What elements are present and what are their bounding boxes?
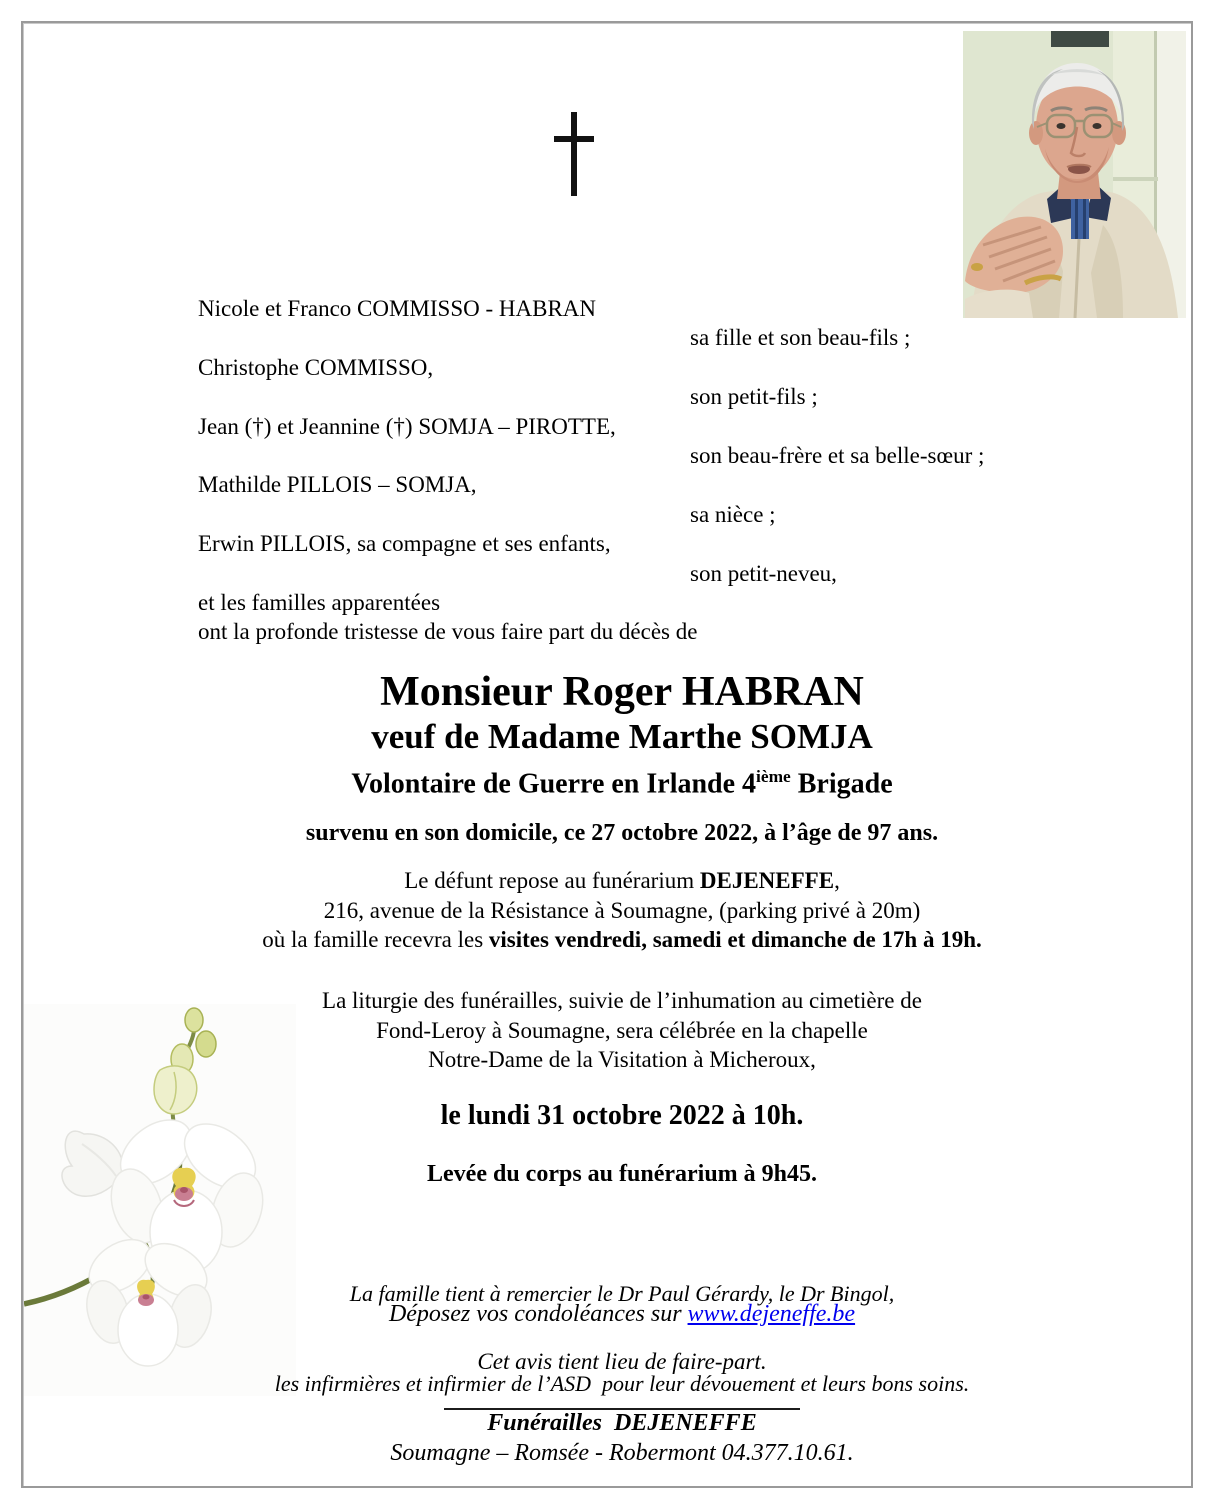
- family-relation: sa nièce ;: [690, 501, 776, 527]
- family-name: Jean (†) et Jeannine (†) SOMJA – PIROTTE,: [198, 413, 616, 439]
- liturgy-paragraph: [180, 986, 1064, 1075]
- funeral-home-footer-name: Funérailles DEJENEFFE: [487, 1410, 757, 1436]
- family-list: [198, 294, 1174, 647]
- memorial-cross-icon: [552, 108, 596, 200]
- condolences-link[interactable]: www.dejeneffe.be: [687, 1301, 856, 1327]
- liturgy-line-1: La liturgie des funérailles, suivie de l’inhumation au cimetière de: [322, 988, 922, 1013]
- family-relation: sa fille et son beau-fils ;: [690, 325, 911, 351]
- deceased-name: Monsieur Roger HABRAN: [380, 669, 864, 715]
- condolences-line: Déposez vos condoléances sur www.dejeneffe.be: [388, 1301, 856, 1327]
- ordinal-superscript: ième: [756, 767, 791, 786]
- deceased-honor-line: Volontaire de Guerre en Irlande 4ième Brigade: [351, 767, 893, 800]
- family-closing-line: et les familles apparentées: [198, 590, 441, 616]
- repose-paragraph: [180, 866, 1064, 955]
- visits-schedule: visites vendredi, samedi et dimanche de 17h à 19h.: [488, 927, 982, 952]
- repose-line-3: où la famille recevra les visites vendredi, samedi et dimanche de 17h à 19h.: [262, 927, 982, 952]
- notice-line: Cet avis tient lieu de faire-part.: [477, 1349, 767, 1374]
- deceased-subtitle: veuf de Madame Marthe SOMJA: [371, 717, 873, 756]
- levee-line: Levée du corps au funérarium à 9h45.: [427, 1161, 817, 1187]
- family-relation: son beau-frère et sa belle-sœur ;: [690, 443, 985, 469]
- family-name: Christophe COMMISSO,: [198, 354, 434, 380]
- repose-line-2: 216, avenue de la Résistance à Soumagne, (parking privé à 20m): [323, 897, 921, 923]
- announcement-line: ont la profonde tristesse de vous faire part du décès de: [198, 619, 698, 645]
- funeral-home-name: DEJENEFFE: [699, 868, 835, 893]
- portrait-photo: [963, 31, 1186, 318]
- family-name: Erwin PILLOIS, sa compagne et ses enfants,: [198, 531, 611, 557]
- funeral-home-footer-address: Soumagne – Romsée - Robermont 04.377.10.61.: [390, 1440, 854, 1466]
- liturgy-line-3: Notre-Dame de la Visitation à Micheroux,: [428, 1047, 816, 1072]
- thanks-line-1: La famille tient à remercier le Dr Paul Gérardy, le Dr Bingol,: [349, 1281, 895, 1306]
- liturgy-line-2: Fond-Leroy à Soumagne, sera célébrée en la chapelle: [376, 1017, 868, 1043]
- family-relation: son petit-neveu,: [690, 560, 837, 586]
- repose-line-1: Le défunt repose au funérarium DEJENEFFE,: [404, 868, 840, 893]
- family-name: Mathilde PILLOIS – SOMJA,: [198, 472, 477, 498]
- ceremony-date-line: le lundi 31 octobre 2022 à 10h.: [440, 1100, 804, 1131]
- family-relation: son petit-fils ;: [690, 384, 818, 410]
- deceased-title-block: [180, 668, 1064, 849]
- death-date-line: survenu en son domicile, ce 27 octobre 2022, à l’âge de 97 ans.: [305, 820, 939, 847]
- thanks-line-2: les infirmières et infirmier de l’ASD pour leur dévouement et leurs bons soins.: [274, 1371, 970, 1396]
- family-name: Nicole et Franco COMMISSO - HABRAN: [198, 296, 597, 321]
